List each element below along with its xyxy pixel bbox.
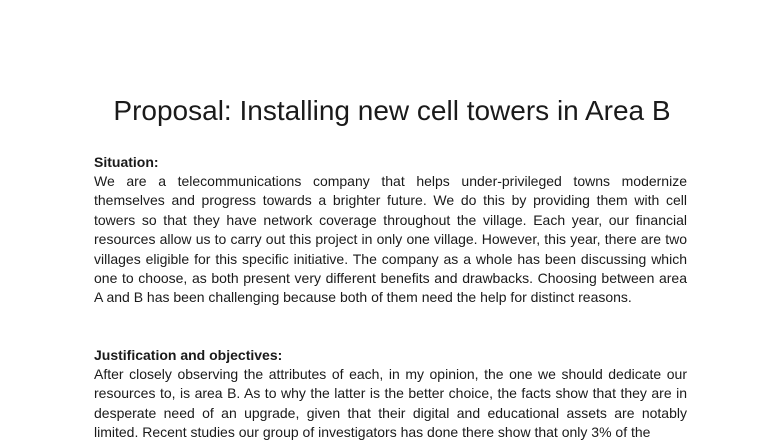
document-title: Proposal: Installing new cell towers in Area B [113,95,671,126]
section-heading-situation: Situation: [94,154,159,170]
section-situation [94,153,687,308]
section-body-situation: We are a telecommunications company that helps under-privileged towns modernize themselves and progress towards a brighter future. We do this by providing them with cell towers so that they have network coverage throughout the village. Each year, our financial resources allow us to carry out this project in only one village. However, this year, there are two villages eligible for this specific initiative. The company as a whole has been discussing which one to choose, as both present very different benefits and drawbacks. Choosing between area A and B has been challenging because both of them need the help for distinct reasons. [94,173,687,306]
section-heading-justification: Justification and objectives: [94,347,283,363]
section-body-justification: After closely observing the attributes of each, in my opinion, the one we should dedicate our resources to, is area B. As to why the latter is the better choice, the facts show that they are in desperate need of an upgrade, given that their digital and educational assets are notably limited. Recent studies our group of investigators has done there show that only 3% of the [94,366,687,441]
section-justification [94,346,687,441]
